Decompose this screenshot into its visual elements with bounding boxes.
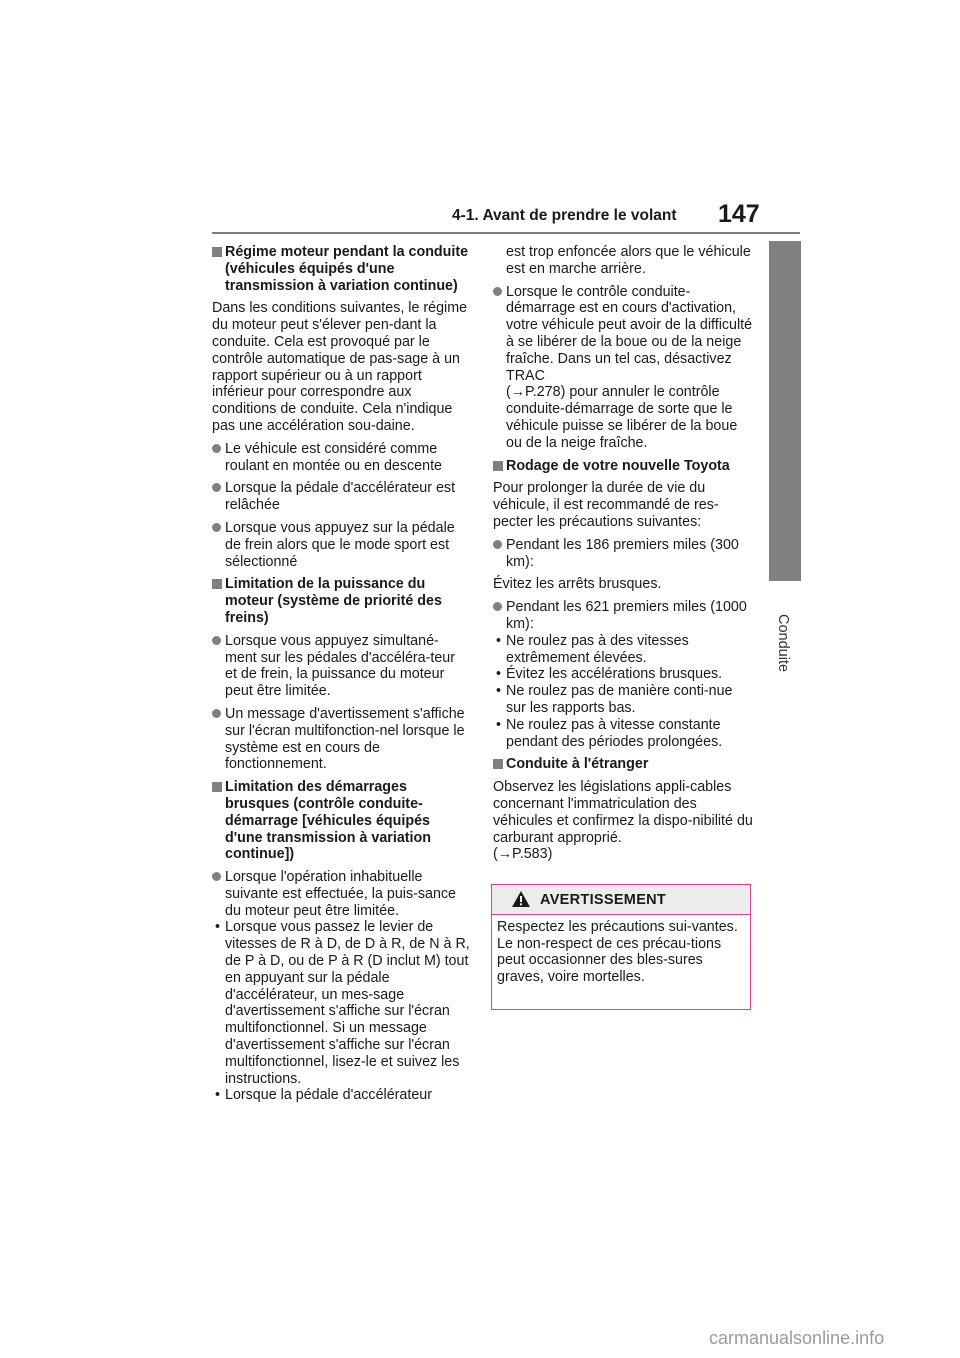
sub-bullet-text: Ne roulez pas de manière conti-nue sur les rapports bas. [506,683,733,716]
section-heading [212,244,470,294]
sub-bullet-continuation: est trop enfoncée alors que le véhicule est en marche arrière. [506,244,751,277]
section-heading [493,458,755,475]
section-heading [493,756,755,773]
right-column [493,244,755,863]
dot-marker: • [215,1087,221,1104]
warning-header [492,885,750,915]
circle-bullet-icon [212,709,221,718]
dot-marker: • [496,716,502,733]
square-bullet-icon [212,579,222,589]
bullet-text: Lorsque vous appuyez sur la pédale de frein alors que le mode sport est sélectionné [225,519,455,570]
bullet-text: Pendant les 621 premiers miles (1000 km): [506,599,747,632]
section-title: 4-1. Avant de prendre le volant [452,207,677,224]
heading-text: Limitation de la puissance du moteur (système de priorité des freins) [225,576,442,626]
dot-marker: • [496,683,502,700]
warning-triangle-icon [511,890,531,908]
bullet-item [212,869,470,919]
sub-bullet-text: Lorsque la pédale d'accélérateur [225,1087,432,1104]
header-rule [212,232,800,234]
warning-box [491,884,751,1010]
dot-marker: • [496,666,502,683]
bullet-text: Pendant les 186 premiers miles (300 km): [506,536,739,570]
bullet-item [493,284,755,452]
circle-bullet-icon [493,602,502,611]
sub-bullet-item [493,633,755,667]
bullet-item [493,537,755,571]
page-number: 147 [718,200,760,228]
bullet-item [212,520,470,570]
sub-bullet-text: Évitez les accélérations brusques. [506,666,723,683]
square-bullet-icon [212,247,222,257]
page-reference[interactable]: (→P.278) [506,384,566,401]
square-bullet-icon [493,759,503,769]
sub-bullet-item [212,919,470,1087]
circle-bullet-icon [212,636,221,645]
paragraph: Dans les conditions suivantes, le régime du moteur peut s'élever pen-dant la conduite. Cela est provoqué par le contrôle automatique de pas-sage à un rapport supérieur ou à un rapport inférieur pour correspondre aux conditions de conduite. Cela n'indique pas une accélération sou-daine. [212,300,468,434]
sub-bullet-item [493,717,755,751]
bullet-text: Lorsque vous appuyez simultané-ment sur les pédales d'accéléra-teur et de frein, la puissance du moteur peut être limitée. [225,632,456,700]
square-bullet-icon [212,782,222,792]
chapter-number: 4 [781,578,789,594]
heading-text: Régime moteur pendant la conduite (véhicules équipés d'une transmission à variation continue) [225,244,469,294]
heading-text: Limitation des démarrages brusques (contrôle conduite-démarrage [véhicules équipés d'une transmission à variation continue]) [225,779,431,863]
paragraph [493,779,755,863]
section-heading [212,576,470,626]
sub-bullet-item [493,666,755,683]
circle-bullet-icon [212,523,221,532]
bullet-item [493,599,755,633]
warning-text: Respectez les précautions sui-vantes. Le non-respect de ces précau-tions peut occasionner des bles-sures graves, voire mortelles. [497,919,738,985]
chapter-label-container [769,614,801,704]
warning-title: AVERTISSEMENT [540,892,667,908]
sub-bullet-item [493,683,755,717]
dot-marker: • [496,632,502,649]
bullet-text: Lorsque la pédale d'accélérateur est relâchée [225,480,456,514]
sub-bullet-item [212,1087,470,1104]
bullet-item [212,706,470,773]
chapter-label: Conduite [775,614,791,673]
square-bullet-icon [493,461,503,471]
heading-text: Rodage de votre nouvelle Toyota [506,457,730,474]
bullet-text: pour annuler le contrôle conduite-démarrage de sorte que le véhicule puisse se libérer de la boue ou de la neige fraîche. [506,384,738,451]
watermark: carmanualsonline.info [709,1328,885,1348]
sub-bullet-text: Lorsque vous passez le levier de vitesses de R à D, de D à R, de N à R, de P à D, ou de P à R (D inclut M) tout en appuyant sur la pédale d'accélérateur, un mes-sage d'avertissement s'affiche sur l'écran multifonctionnel. Si un message d'avertissement s'affiche sur l'écran multifonctionnel, lisez-le et suivez les instructions. [225,919,470,1087]
circle-bullet-icon [212,483,221,492]
sub-bullet-text: Ne roulez pas à des vitesses extrêmement élevées. [506,632,689,666]
section-heading [212,779,470,863]
bullet-item [212,633,470,700]
paragraph: Évitez les arrêts brusques. [493,576,662,593]
circle-bullet-icon [212,872,221,881]
bullet-text: Le véhicule est considéré comme roulant en montée ou en descente [225,440,442,474]
paragraph: Pour prolonger la durée de vie du véhicule, il est recommandé de res-pecter les précautions suivantes: [493,480,719,530]
bullet-text: Lorsque l'opération inhabituelle suivante est effectuée, la puis-sance du moteur peut être limitée. [225,869,457,919]
dot-marker: • [215,919,221,936]
page-reference[interactable]: (→P.583) [493,846,553,863]
sub-bullet-text: Ne roulez pas à vitesse constante pendant des périodes prolongées. [506,716,723,750]
circle-bullet-icon [493,540,502,549]
circle-bullet-icon [493,287,502,296]
bullet-item [212,480,470,514]
bullet-text: Lorsque le contrôle conduite-démarrage est en cours d'activation, votre véhicule peut avoir de la difficulté à se libérer de la boue ou de la neige fraîche. Dans un tel cas, désactivez TRAC [506,283,753,384]
heading-text: Conduite à l'étranger [506,756,649,773]
left-column [212,244,470,1104]
chapter-tab [769,241,801,581]
circle-bullet-icon [212,444,221,453]
bullet-text: Un message d'avertissement s'affiche sur l'écran multifonction-nel lorsque le système est en cours de fonctionnement. [225,705,465,773]
bullet-item [212,441,470,475]
paragraph-text: Observez les législations appli-cables concernant l'immatriculation des véhicules et confirmez la dispo-nibilité du carburant approprié. [493,779,753,846]
